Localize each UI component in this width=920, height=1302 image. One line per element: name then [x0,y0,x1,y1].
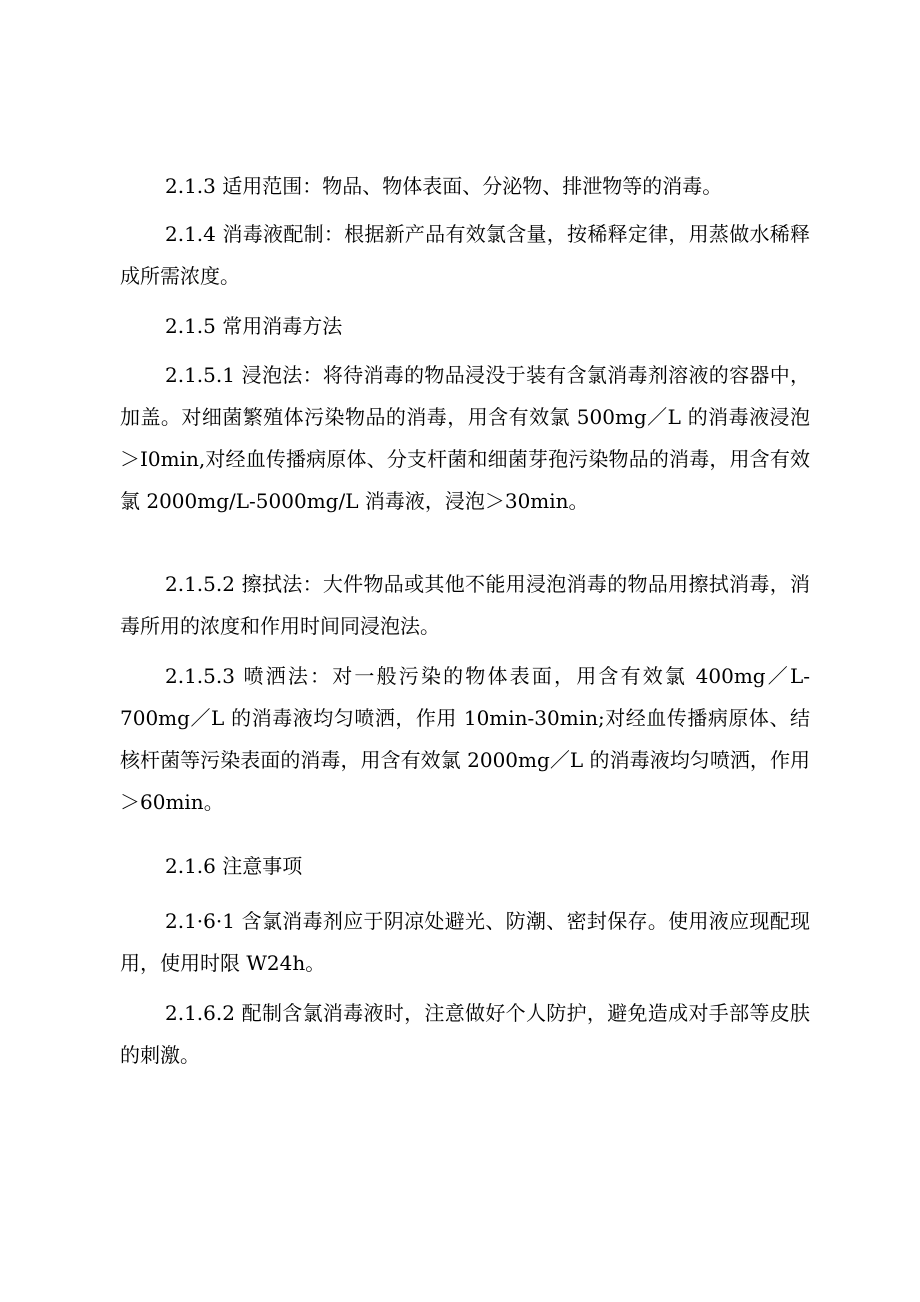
heading-2-1-6-precautions: 2.1.6 注意事项 [165,854,303,878]
paragraph-2-1-3-scope: 2.1.3 适用范围：物品、物体表面、分泌物、排泄物等的消毒。 [165,174,723,198]
paragraph-2-1-5-3-spraying: 2.1.5.3 喷洒法：对一般污染的物体表面，用含有效氯 400mg／L-700mg／L 的消毒液均匀喷洒，作用 10min-30min;对经血传播病原体、结核杆菌等污染表面的消毒，用含有效氯 2000mg／L 的消毒液均匀喷洒，作用＞60min。 [120,664,810,814]
paragraph-2-1-4-preparation: 2.1.4 消毒液配制：根据新产品有效氯含量，按稀释定律，用蒸做水稀释成所需浓度。 [120,222,810,288]
paragraph-2-1-6-1-storage: 2.1·6·1 含氯消毒剂应于阴凉处避光、防潮、密封保存。使用液应现配现用，使用时限 W24h。 [120,909,810,975]
heading-2-1-5-methods: 2.1.5 常用消毒方法 [165,314,343,338]
paragraph-2-1-6-2-protection: 2.1.6.2 配制含氯消毒液时，注意做好个人防护，避免造成对手部等皮肤的刺激。 [120,1001,810,1067]
paragraph-2-1-5-1-soaking: 2.1.5.1 浸泡法：将待消毒的物品浸没于装有含氯消毒剂溶液的容器中，加盖。对细菌繁殖体污染物品的消毒，用含有效氯 500mg／L 的消毒液浸泡＞I0min,对经血传播病原体、分支杆菌和细菌芽孢污染物品的消毒，用含有效氯 2000mg/L-5000mg/L 消毒液，浸泡＞30min。 [120,363,810,513]
paragraph-2-1-5-2-wiping: 2.1.5.2 擦拭法：大件物品或其他不能用浸泡消毒的物品用擦拭消毒，消毒所用的浓度和作用时间同浸泡法。 [120,572,810,638]
